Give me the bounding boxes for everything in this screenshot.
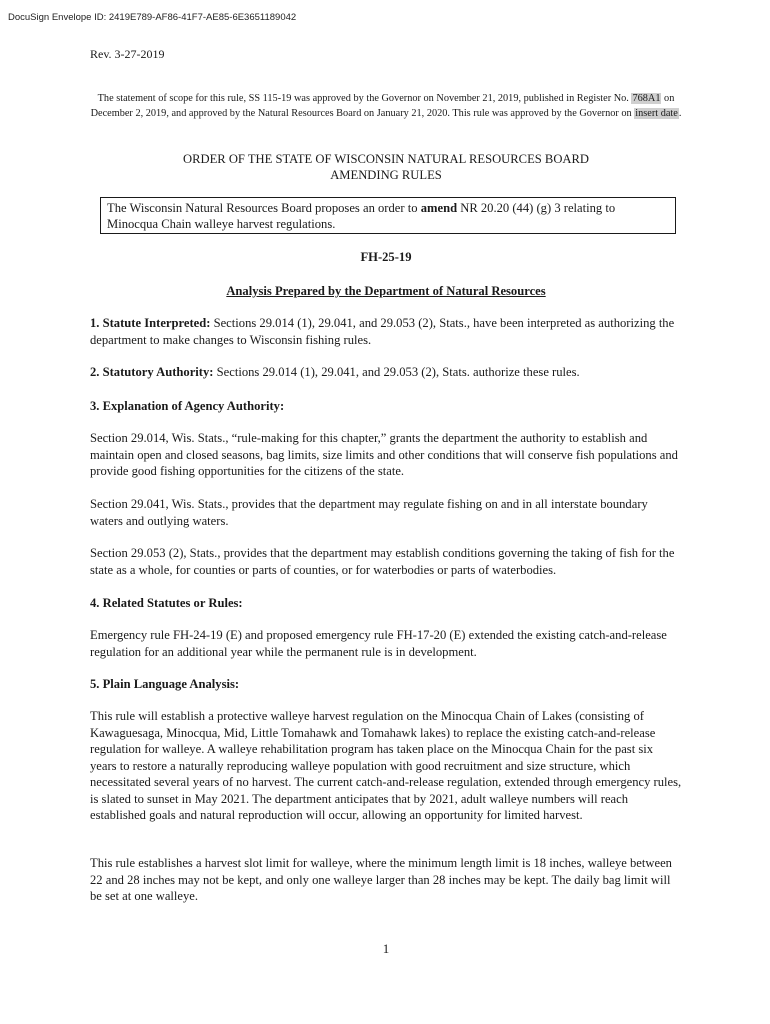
section-heading: 5. Plain Language Analysis: <box>90 677 240 691</box>
section-plain-language-heading <box>90 676 682 693</box>
section-body: Sections 29.014 (1), 29.041, and 29.053 (2), Stats., have been interpreted as authorizing the department to make changes to Wisconsin fishing rules. <box>90 316 675 347</box>
amend-keyword: amend <box>420 201 458 215</box>
section-heading: 3. Explanation of Agency Authority: <box>90 399 285 413</box>
paragraph: This rule will establish a protective walleye harvest regulation on the Minocqua Chain of Lakes (consisting of Kawaguesaga, Minocqua, Mid, Little Tomahawk and Tomahawk lakes) to replace the existing catch-and-release regulation for walleye. A walleye rehabilitation program has taken place on the Minocqua Chain for the past six years to restore a naturally reproducing walleye population with good recruitment and size structure, which necessitated several years of no harvest. The current catch-and-release regulation, extended through emergency rules, is slated to sunset in May 2021. The department anticipates that by 2021, adult walleye numbers will reach established goals and natural reproduction will occur, allowing an opportunity for limited harvest. <box>90 709 682 822</box>
proposal-text-1: The Wisconsin Natural Resources Board proposes an order to <box>107 201 421 215</box>
section-agency-authority-heading <box>90 398 682 415</box>
scope-text-3: . <box>678 107 682 119</box>
paragraph: Section 29.053 (2), Stats., provides that the department may establish conditions governing the taking of fish for the state as a whole, for counties or parts of counties, or for waterbodies or parts of waterbodies. <box>90 546 675 577</box>
proposal-box <box>100 197 676 234</box>
revision-date: Rev. 3-27-2019 <box>90 47 165 61</box>
scope-statement <box>90 92 682 121</box>
docusign-envelope-id: DocuSign Envelope ID: 2419E789-AF86-41F7-AE85-6E3651189042 <box>8 12 297 23</box>
insert-date-field[interactable]: insert date <box>635 107 678 119</box>
scope-text-2: on December 2, 2019, and approved by the Natural Resources Board on January 21, 2020. This rule was approved by the Governor on <box>90 93 675 119</box>
register-number-field[interactable]: 768A1 <box>632 93 661 104</box>
scope-text-1: The statement of scope for this rule, SS 115-19 was approved by the Governor on November 21, 2019, published in Register No. <box>97 93 629 104</box>
page-number: 1 <box>382 941 390 956</box>
section-statute-interpreted <box>90 315 682 348</box>
paragraph: Section 29.014, Wis. Stats., “rule-making for this chapter,” grants the department the authority to establish and maintain open and closed seasons, bag limits, size limits and other conditions that will conserve fish populations and provide good fishing opportunities for the citizens of the state. <box>90 431 678 478</box>
analysis-heading: Analysis Prepared by the Department of Natural Resources <box>226 284 546 298</box>
order-title <box>90 151 682 183</box>
rule-number: FH-25-19 <box>360 250 412 264</box>
proposal-text-2: NR 20.20 (44) (g) 3 relating to Minocqua Chain walleye harvest regulations. <box>107 201 616 231</box>
order-title-line-1: ORDER OF THE STATE OF WISCONSIN NATURAL RESOURCES BOARD <box>183 152 589 166</box>
section-body: Sections 29.014 (1), 29.041, and 29.053 (2), Stats. authorize these rules. <box>213 365 580 379</box>
order-title-line-2: AMENDING RULES <box>330 168 442 182</box>
section-heading: 2. Statutory Authority: <box>90 365 214 379</box>
paragraph: Emergency rule FH-24-19 (E) and proposed emergency rule FH-17-20 (E) extended the existing catch-and-release regulation for an additional year while the permanent rule is in development. <box>90 628 667 659</box>
section-heading: 1. Statute Interpreted: <box>90 316 211 330</box>
section-statutory-authority <box>90 364 682 381</box>
paragraph: Section 29.041, Wis. Stats., provides that the department may regulate fishing on and in all interstate boundary waters and outlying waters. <box>90 497 648 528</box>
section-related-statutes-heading <box>90 595 682 612</box>
paragraph: This rule establishes a harvest slot limit for walleye, where the minimum length limit is 18 inches, walleye between 22 and 28 inches may not be kept, and only one walleye larger than 28 inches may be kept. The daily bag limit will be set at one walleye. <box>90 856 672 903</box>
section-heading: 4. Related Statutes or Rules: <box>90 596 243 610</box>
